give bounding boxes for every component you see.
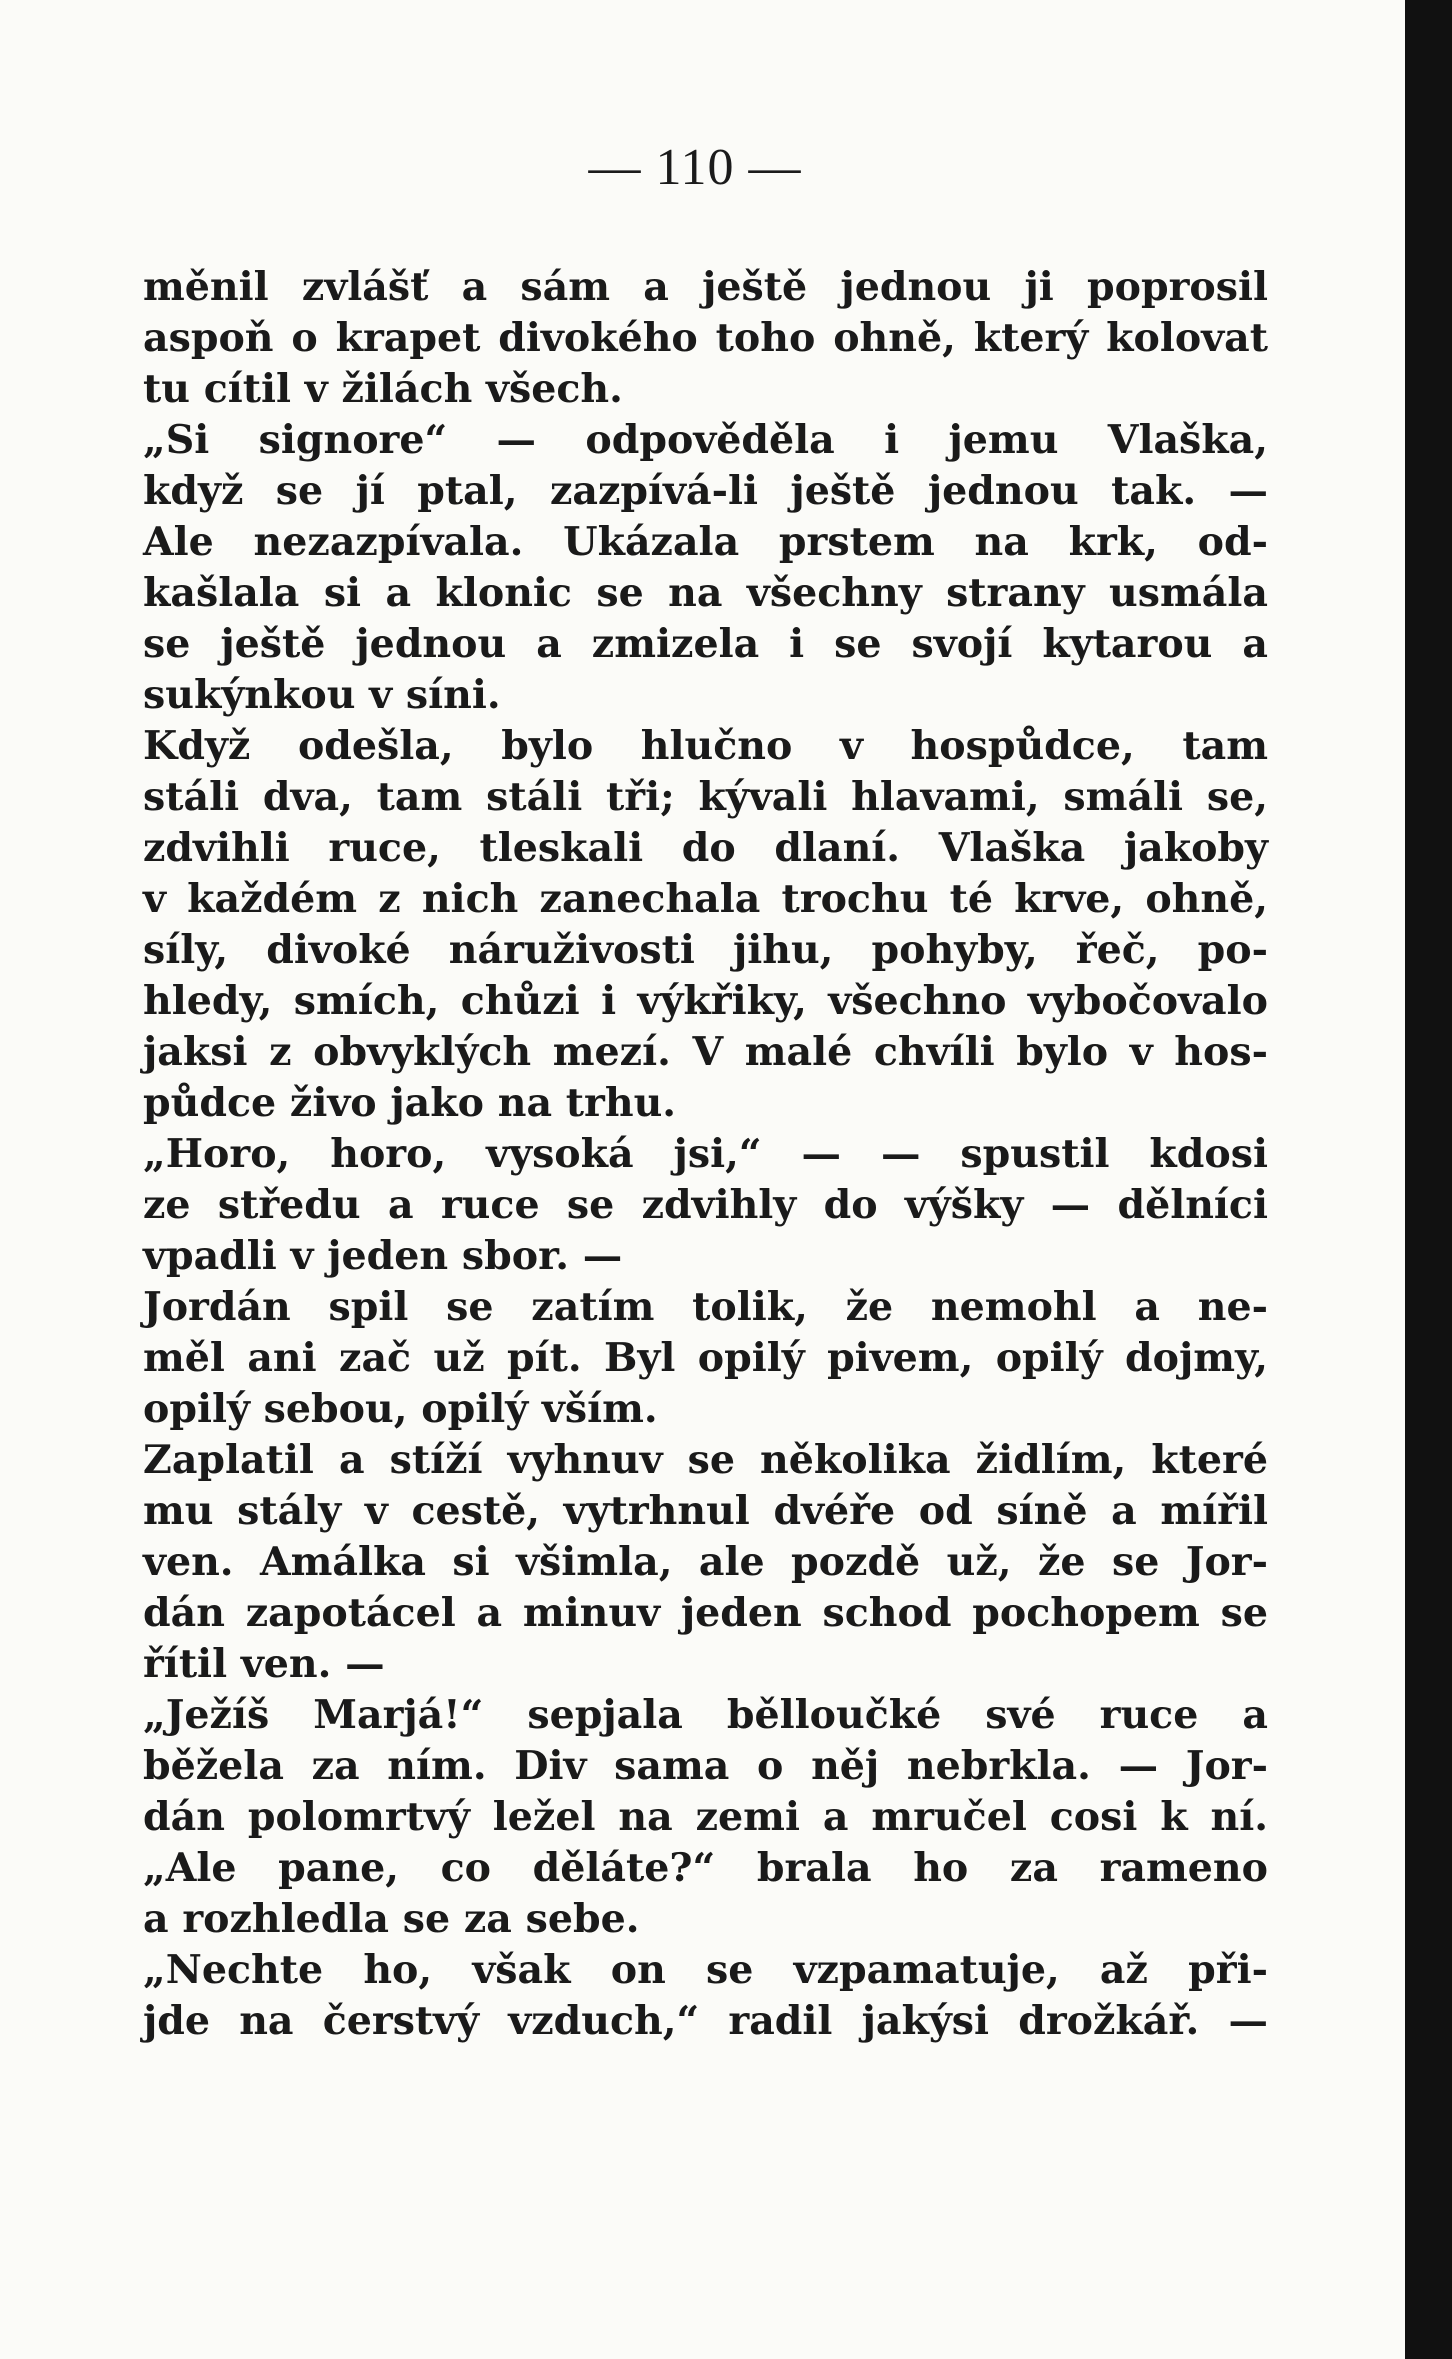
text-line: aspoň o krapet divokého toho ohně, který kolovat xyxy=(143,315,1268,361)
text-line: stáli dva, tam stáli tři; kývali hlavami, smáli se, xyxy=(143,774,1268,820)
text-line: se ještě jednou a zmizela i se svojí kytarou a xyxy=(143,621,1268,667)
text-line: ze středu a ruce se zdvihly do výšky — dělníci xyxy=(143,1182,1268,1228)
text-line: běžela za ním. Div sama o něj nebrkla. — Jor- xyxy=(143,1743,1268,1789)
text-line: zdvihli ruce, tleskali do dlaní. Vlaška jakoby xyxy=(143,825,1268,871)
text-line: měnil zvlášť a sám a ještě jednou ji poprosil xyxy=(143,264,1268,310)
text-line: jde na čerstvý vzduch,“ radil jakýsi drožkář. — xyxy=(143,1998,1268,2044)
text-line: a rozhledla se za sebe. xyxy=(143,1896,640,1942)
text-line: vpadli v jeden sbor. — xyxy=(143,1233,623,1279)
text-line: sukýnkou v síni. xyxy=(143,672,501,718)
text-line: mu stály v cestě, vytrhnul dvéře od síně a mířil xyxy=(143,1488,1268,1534)
text-line: dán zapotácel a minuv jeden schod pochopem se xyxy=(143,1590,1268,1636)
text-line: kašlala si a klonic se na všechny strany usmála xyxy=(143,570,1268,616)
text-line: v každém z nich zanechala trochu té krve, ohně, xyxy=(143,876,1268,922)
text-line: Když odešla, bylo hlučno v hospůdce, tam xyxy=(143,723,1268,769)
body-text xyxy=(143,262,1268,2047)
text-line: Jordán spil se zatím tolik, že nemohl a ne- xyxy=(143,1284,1268,1330)
text-line: „Si signore“ — odpověděla i jemu Vlaška, xyxy=(143,417,1268,463)
page-number: — 110 — xyxy=(588,139,802,196)
text-line: hledy, smích, chůzi i výkřiky, všechno vybočovalo xyxy=(143,978,1268,1024)
text-line: „Horo, horo, vysoká jsi,“ — — spustil kdosi xyxy=(143,1131,1268,1177)
text-line: síly, divoké náruživosti jihu, pohyby, řeč, po- xyxy=(143,927,1268,973)
text-line: Zaplatil a stíží vyhnuv se několika židlím, které xyxy=(143,1437,1268,1483)
text-line: jaksi z obvyklých mezí. V malé chvíli bylo v hos- xyxy=(143,1029,1268,1075)
text-line: Ale nezazpívala. Ukázala prstem na krk, od- xyxy=(143,519,1268,565)
text-line: „Ale pane, co děláte?“ brala ho za rameno xyxy=(143,1845,1268,1891)
text-line: tu cítil v žilách všech. xyxy=(143,366,623,412)
scan-border xyxy=(1405,0,1452,2359)
text-line: když se jí ptal, zazpívá-li ještě jednou tak. — xyxy=(143,468,1268,514)
text-line: „Nechte ho, však on se vzpamatuje, až při- xyxy=(143,1947,1268,1993)
text-line: ven. Amálka si všimla, ale pozdě už, že se Jor- xyxy=(143,1539,1268,1585)
text-line: řítil ven. — xyxy=(143,1641,385,1687)
text-line: „Ježíš Marjá!“ sepjala bělloučké své ruce a xyxy=(143,1692,1268,1738)
text-line: opilý sebou, opilý vším. xyxy=(143,1386,658,1432)
text-line: dán polomrtvý ležel na zemi a mručel cosi k ní. xyxy=(143,1794,1268,1840)
text-line: půdce živo jako na trhu. xyxy=(143,1080,677,1126)
text-line: měl ani zač už pít. Byl opilý pivem, opilý dojmy, xyxy=(143,1335,1268,1381)
